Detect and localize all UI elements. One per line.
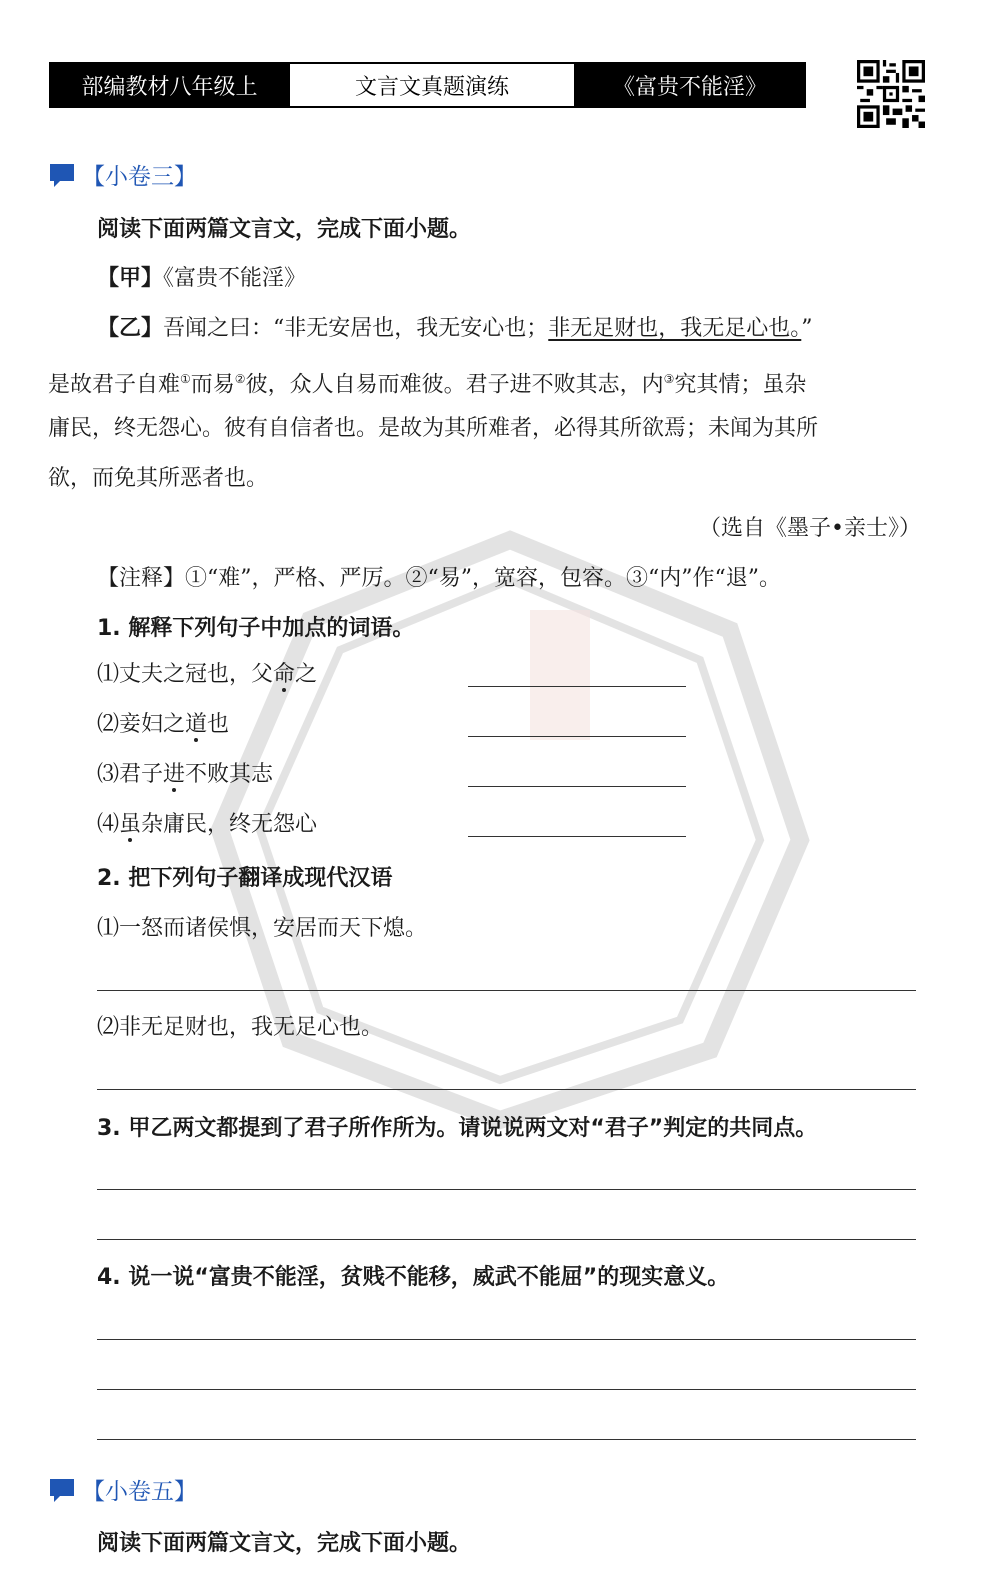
passage-yi-line-3: 庸民，终无怨心。彼有自信者也。是故为其所难者，必得其所欲焉；未闻为其所	[48, 416, 819, 441]
underlined-sentence: 非无足财也，我无足心也。	[548, 316, 802, 341]
q2-item-1: ⑴一怒而诸侯惧，安居而天下熄。	[97, 916, 428, 941]
section-3-intro: 阅读下面两篇文言文，完成下面小题。	[97, 217, 472, 242]
section-flag-icon	[48, 161, 76, 189]
q3-answer-line-1[interactable]	[97, 1189, 916, 1190]
q4-answer-line-1[interactable]	[97, 1339, 916, 1340]
annotation-notes: 【注释】①“难”，严格、严厉。②“易”，宽容，包容。③“内”作“退”。	[97, 566, 781, 591]
section-5-intro: 阅读下面两篇文言文，完成下面小题。	[97, 1531, 472, 1556]
passage-jia-heading: 【甲】《富贵不能淫》	[97, 266, 307, 291]
header-grade: 部编教材八年级上	[51, 64, 288, 106]
section-flag-icon	[48, 1476, 76, 1504]
passage-yi-line-4: 欲，而免其所恶者也。	[48, 466, 269, 491]
q1-item-3: ⑶君子进不败其志	[97, 762, 274, 787]
q2-item-2: ⑵非无足财也，我无足心也。	[97, 1015, 384, 1040]
q1-item-1: ⑴丈夫之冠也，父命之	[97, 662, 318, 687]
section-3-heading	[48, 158, 197, 191]
question-1: 1. 解释下列句子中加点的词语。	[97, 616, 415, 641]
passage-yi-line-1: 【乙】吾闻之曰：“非无安居也，我无安心也；非无足财也，我无足心也。”	[97, 316, 813, 341]
header-bar	[49, 62, 806, 108]
section-5-heading	[48, 1473, 197, 1506]
question-4: 4. 说一说“富贵不能淫，贫贱不能移，威武不能屈”的现实意义。	[97, 1265, 730, 1290]
q3-answer-line-2[interactable]	[97, 1239, 916, 1240]
passage-yi-line-2: 是故君子自难①而易②彼，众人自易而难彼。君子进不败其志，内③究其情；虽杂	[48, 372, 807, 398]
section-5-title: 【小卷五】	[82, 1479, 197, 1505]
qr-code-icon	[857, 60, 925, 128]
question-3: 3. 甲乙两文都提到了君子所作所为。请说说两文对“君子”判定的共同点。	[97, 1116, 818, 1141]
q2-answer-line-1[interactable]	[97, 990, 916, 991]
q4-answer-line-2[interactable]	[97, 1389, 916, 1390]
section-3-title: 【小卷三】	[82, 164, 197, 190]
q1-item-4: ⑷虽杂庸民，终无怨心	[97, 812, 318, 837]
question-2: 2. 把下列句子翻译成现代汉语	[97, 866, 393, 891]
q1-answer-line-3[interactable]	[468, 786, 686, 787]
q1-answer-line-2[interactable]	[468, 736, 686, 737]
q4-answer-line-3[interactable]	[97, 1439, 916, 1440]
q1-answer-line-1[interactable]	[468, 686, 686, 687]
q2-answer-line-2[interactable]	[97, 1089, 916, 1090]
q1-answer-line-4[interactable]	[468, 836, 686, 837]
q1-item-2: ⑵妾妇之道也	[97, 712, 230, 737]
header-topic: 文言文真题演练	[288, 64, 576, 106]
passage-source: （选自《墨子•亲士》）	[699, 516, 921, 541]
header-lesson: 《富贵不能淫》	[576, 64, 804, 106]
